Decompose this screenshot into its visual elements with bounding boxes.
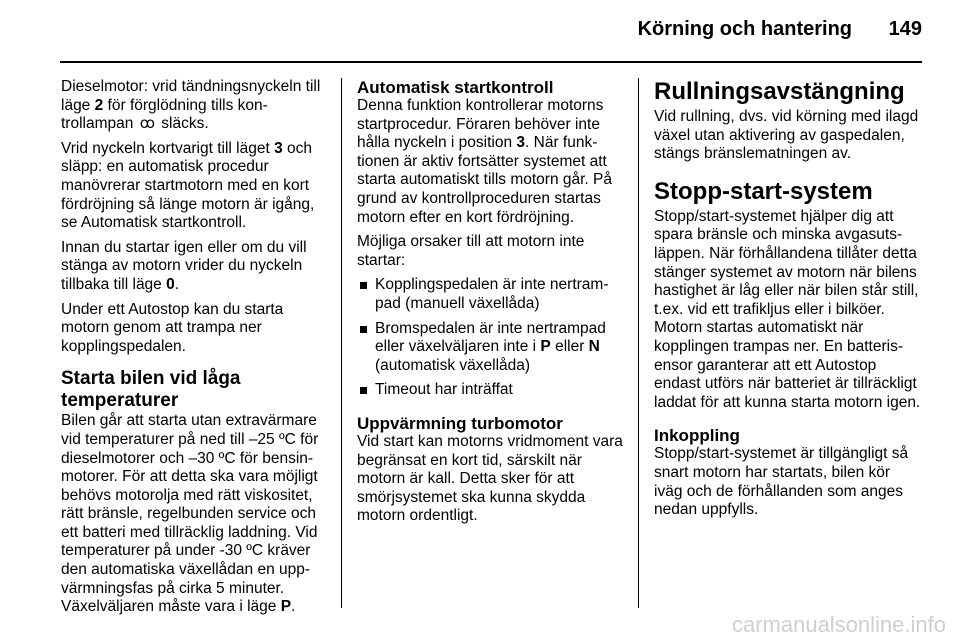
column-divider-2: [638, 78, 639, 608]
paragraph-activation: Stopp/start-systemet är tillgängligt så snart motorn har startats, bilen kör iväg och de förhållanden som anges nedan uppfylls.: [654, 445, 909, 519]
heading-turbo-warmup: Uppvärmning turbomotor: [357, 413, 563, 433]
list-item: Kopplingspedalen är inte nertrampad (manuell växellåda): [357, 276, 625, 313]
column-left: [61, 78, 329, 623]
heading-stop-start: Stopp-start-system: [654, 177, 873, 205]
paragraph-coasting: Vid rullning, dvs. vid körning med ilagd växel utan aktivering av gaspedalen, stängs bränslematningen av.: [654, 108, 919, 163]
list-item: Bromspedalen är inte nertrampad eller växelväljaren inte i P eller N (automatisk växellåda): [357, 320, 625, 376]
paragraph-causes: Möjliga orsaker till att motorn inte startar:: [357, 233, 585, 269]
heading-auto-start-control: Automatisk startkontroll: [357, 78, 554, 97]
watermark: carmanualsonline.info: [731, 612, 946, 637]
paragraph-turbo: Vid start kan motorns vridmoment vara begränsat en kort tid, särskilt när motorn är kall. Detta sker för att smörjsystemet ska kunna skydda motorn ordentligt.: [357, 432, 623, 525]
paragraph-diesel-preglow: Dieselmotor: vrid tändningsnyckeln till läge 2 för förglödning tills kontrollampan ꝏ släcks.: [61, 78, 321, 133]
paragraph-autostop: Under ett Autostop kan du starta motorn genom att trampa ner kopplingspedalen.: [61, 300, 284, 355]
bullet-icon: [360, 282, 367, 289]
paragraph-auto-start: Denna funktion kontrollerar motorns startprocedur. Föraren behöver inte hålla nyckeln i position 3. När funktionen är aktiv fortsätter systemet att starta automatiskt tills motorn går. På grund av kontrollproceduren startas motorn efter en kort fördröjning.: [357, 97, 612, 226]
heading-coasting-cutoff: Rullningsavstängning: [654, 78, 905, 105]
paragraph-stop-start: Stopp/start-systemet hjälper dig att spara bränsle och minska avgasutsläppen. När förhållandena tillåter detta stänger systemet av motorn när bilens hastighet är låg eller när bilen står still, t.ex. vid ett trafikljus eller i bilköer. Motorn startas automatiskt när kopplingen trampas ner. En batterisensor garanterar att ett Autostop endast utförs när batteriet är tillräckligt laddat för att kunna starta motorn igen.: [654, 207, 921, 411]
page-number: 149: [888, 18, 922, 40]
column-right: [654, 78, 922, 526]
column-middle: [357, 78, 625, 532]
section-title: Körning och hantering: [637, 18, 852, 40]
paragraph-cold-start: Bilen går att starta utan extravärmare vid temperaturer på ned till –25 ºC för dieselmotorer och –30 ºC för bensinmotorer. För att detta ska vara möjligt behövs motorolja med rätt viskositet, rätt bränsle, regelbunden service och ett batteri med tillräcklig laddning. Vid temperaturer på under -30 ºC kräver den automatiska växellådan en uppvärmningsfas på cirka 5 minuter. Växelväljaren måste vara i läge P.: [61, 412, 319, 616]
page-header: [0, 0, 960, 60]
header-divider: [60, 61, 922, 63]
list-item: Timeout har inträffat: [357, 381, 625, 400]
bullet-icon: [360, 387, 367, 394]
heading-activation: Inkoppling: [654, 426, 740, 446]
causes-list: [357, 276, 625, 400]
column-divider-1: [341, 78, 342, 608]
glow-plug-icon: ꝏ: [139, 115, 155, 133]
heading-cold-start: Starta bilen vid låga temperaturer: [61, 368, 241, 412]
paragraph-restart: Innan du startar igen eller om du vill stänga av motorn vrider du nyckeln tillbaka till läge 0.: [61, 238, 307, 293]
bullet-icon: [360, 326, 367, 333]
paragraph-turn-key: Vrid nyckeln kortvarigt till läget 3 och släpp: en automatisk procedur manövrerar startmotorn med en kort fördröjning så länge motorn är igång, se Automatisk startkontroll.: [61, 139, 315, 232]
